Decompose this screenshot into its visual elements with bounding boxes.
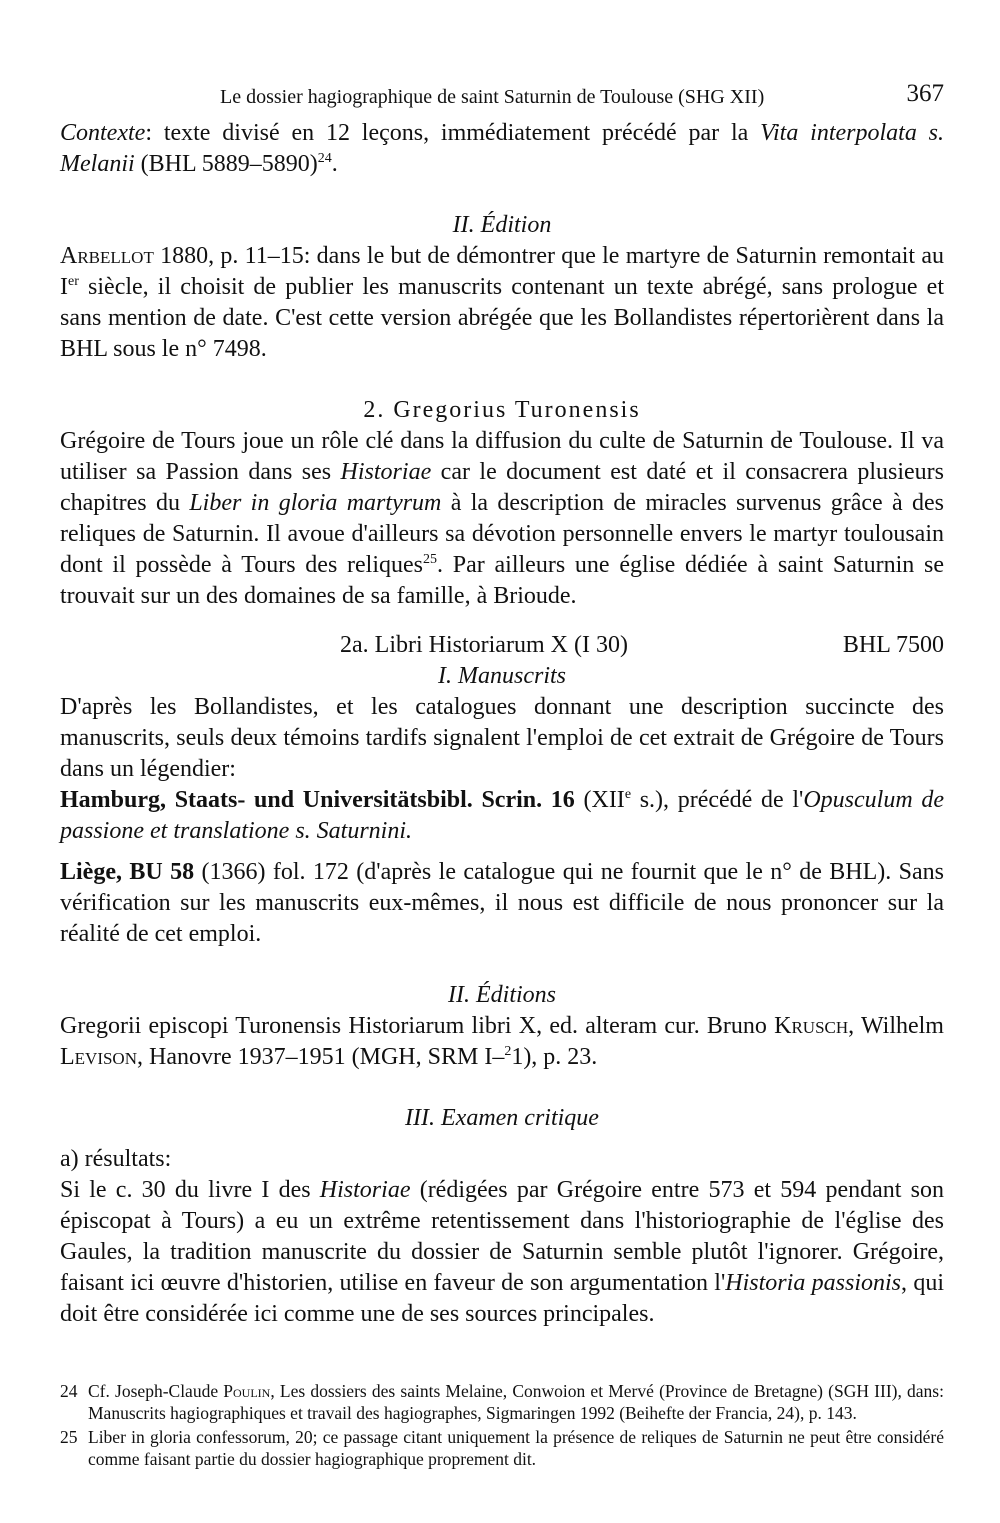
author-poulin: Poulin [223,1381,271,1401]
editions-heading: II. Éditions [448,982,556,1008]
page [60,78,944,1472]
footnote-25: 25 Liber in gloria confessorum, 20; ce passage citant uniquement la présence de reliques de Saturnin ne peut être considéré comme faisant partie du dossier hagiographique proprement dit. [60,1427,944,1469]
footnote-ref-25: 25 [423,552,438,567]
footnotes [60,1380,944,1470]
manuscrits-intro: D'après les Bollandistes, et les catalogues donnant une description succincte des manuscrits, seuls deux témoins tardifs signalent l'emploi de cet extrait de Grégoire de Tours dans un légendier: [60,694,944,782]
section-2a-title: 2a. Libri Historiarum X (I 30) [340,632,628,658]
section-2-heading: 2. Gregorius Turonensis [363,397,641,423]
footnote-24: 24 Cf. Joseph-Claude Poulin, Les dossiers des saints Melaine, Conwoion et Mervé (Province de Bretagne) (SGH III), dans: Manuscrits hagiographiques et travail des hagiographes, Sigmaringen 1992 (Beihefte der Francia, 24), p. 143. [60,1381,944,1423]
bhl-number: BHL 7500 [842,632,944,658]
running-head [60,78,944,118]
footnote-ref-24: 24 [317,151,332,166]
running-title: Le dossier hagiographique de saint Saturnin de Toulouse (SHG XII) [220,86,765,108]
manuscript-liege: Liège, BU 58 (1366) fol. 172 (d'après le catalogue qui ne fournit que le n° de BHL). Sans vérification sur les manuscrits eux-mêmes, il nous est difficile de nous prononcer sur la réalité de cet emploi. [60,859,944,947]
resultats-label: a) résultats: [60,1146,172,1172]
manuscript-hamburg: Hamburg, Staats- und Universitätsbibl. Scrin. 16 (XIIe s.), précédé de l'Opusculum de passione et translatione s. Saturnini. [60,787,945,844]
edition-paragraph: Arbellot 1880, p. 11–15: dans le but de démontrer que le martyre de Saturnin remontait au Ier siècle, il choisit de publier les manuscrits contenant un texte abrégé, sans prologue et sans mention de date. C'est cette version abrégée que les Bollandistes répertorièrent dans la BHL sous le n° 7498. [60,243,944,362]
examen-paragraph: Si le c. 30 du livre I des Historiae (rédigées par Grégoire entre 573 et 594 pendant son épiscopat à Tours) a eu un extrême retentissement dans l'historiographie de l'église des Gaules, la tradition manuscrite du dossier de Saturnin semble plutôt l'ignorer. Grégoire, faisant ici œuvre d'historien, utilise en faveur de son argumentation l'Historia passionis, qui doit être considérée ici comme une de ses sources principales. [60,1177,945,1327]
editions-paragraph: Gregorii episcopi Turonensis Historiarum libri X, ed. alteram cur. Bruno Krusch, Wilhelm Levison, Hanovre 1937–1951 (MGH, SRM I–$^2$1), p. 23. [60,1013,944,1070]
contexte-paragraph: Contexte: texte divisé en 12 leçons, immédiatement précédé par la Vita interpolata s. Melanii (BHL 5889–5890)$^{24}$. [60,120,945,177]
vita-title: Vita interpolata s. Melanii [60,120,945,177]
author-levison: Levison [60,1044,137,1070]
author-arbellot: Arbellot [60,243,154,269]
examen-heading: III. Examen critique [405,1105,599,1131]
manuscrits-heading: I. Manuscrits [438,663,566,689]
author-krusch: Krusch [774,1013,849,1039]
contexte-label: Contexte [60,120,146,146]
section-2a-title-row [60,630,944,661]
page-number: 367 [906,80,944,107]
section-2-paragraph: Grégoire de Tours joue un rôle clé dans la diffusion du culte de Saturnin de Toulouse. Il va utiliser sa Passion dans ses Historiae car le document est daté et il consacrera plusieurs chapitres du Liber in gloria martyrum à la description de miracles survenus grâce à des reliques de Saturnin. Il avoue d'ailleurs sa dévotion personnelle envers le martyr toulousain dont il possède à Tours des reliques$^{25}$. Par ailleurs une église dédiée à saint Saturnin se trouvait sur un des domaines de sa famille, à Brioude. [60,428,945,609]
edition-heading: II. Édition [452,212,552,238]
